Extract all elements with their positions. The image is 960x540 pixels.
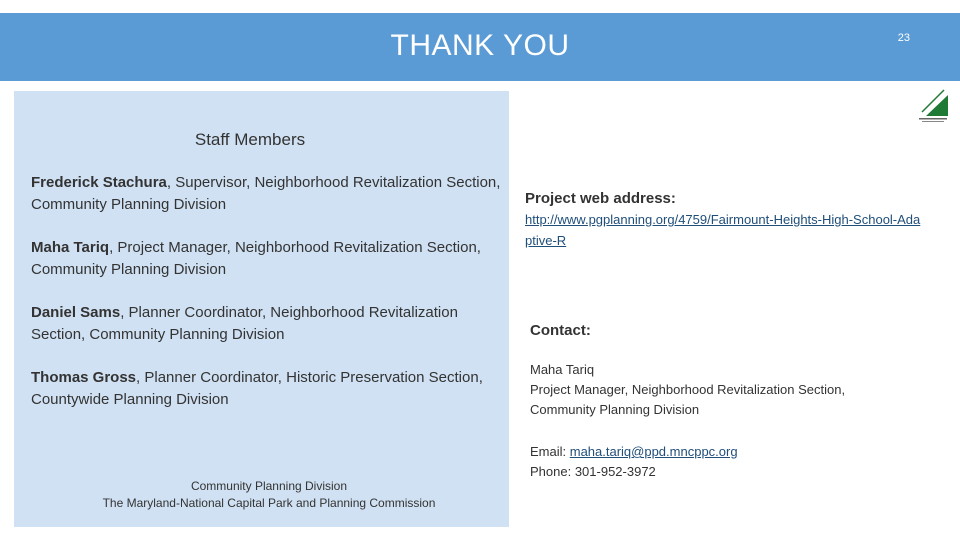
email-label: Email: [530, 444, 570, 459]
member-role: , Planner Coordinator, Neighborhood Revitalization Section, Community Planning Division [31, 304, 458, 343]
staff-member [31, 367, 503, 411]
title-bar [0, 13, 960, 81]
member-name: Thomas Gross [31, 369, 137, 386]
org-division: Community Planning Division [190, 479, 348, 493]
contact-name: Maha Tariq [530, 362, 595, 377]
project-url-link[interactable]: http://www.pgplanning.org/4759/Fairmount-Heights-High-School-Adaptive-R [525, 212, 921, 248]
org-commission: The Maryland-National Capital Park and Planning Commission [102, 496, 436, 510]
member-role: , Project Manager, Neighborhood Revitalization Section, Community Planning Division [31, 239, 481, 278]
slide-title: THANK YOU [390, 29, 570, 62]
mncppc-logo-icon [918, 86, 948, 124]
project-web-label: Project web address: [525, 190, 676, 207]
staff-member [31, 237, 503, 281]
staff-member [31, 172, 503, 216]
contact-details [530, 441, 930, 482]
member-name: Maha Tariq [31, 239, 110, 256]
member-name: Frederick Stachura [31, 174, 167, 191]
org-footer [14, 478, 524, 512]
contact-title-1: Project Manager, Neighborhood Revitalization Section, [530, 382, 846, 397]
member-name: Daniel Sams [31, 304, 121, 321]
contact-title-2: Community Planning Division [530, 402, 700, 417]
member-role: , Planner Coordinator, Historic Preservation Section, Countywide Planning Division [31, 369, 483, 408]
member-role: , Supervisor, Neighborhood Revitalization Section, Community Planning Division [31, 174, 501, 213]
email-line [530, 441, 930, 462]
project-url-block [525, 209, 925, 251]
contact-label: Contact: [530, 322, 591, 339]
phone-line: Phone: 301-952-3972 [530, 464, 656, 479]
staff-heading: Staff Members [194, 130, 306, 149]
staff-member [31, 302, 503, 346]
email-link[interactable]: maha.tariq@ppd.mncppc.org [569, 444, 738, 459]
contact-block [530, 360, 930, 420]
slide-number: 23 [897, 32, 910, 44]
